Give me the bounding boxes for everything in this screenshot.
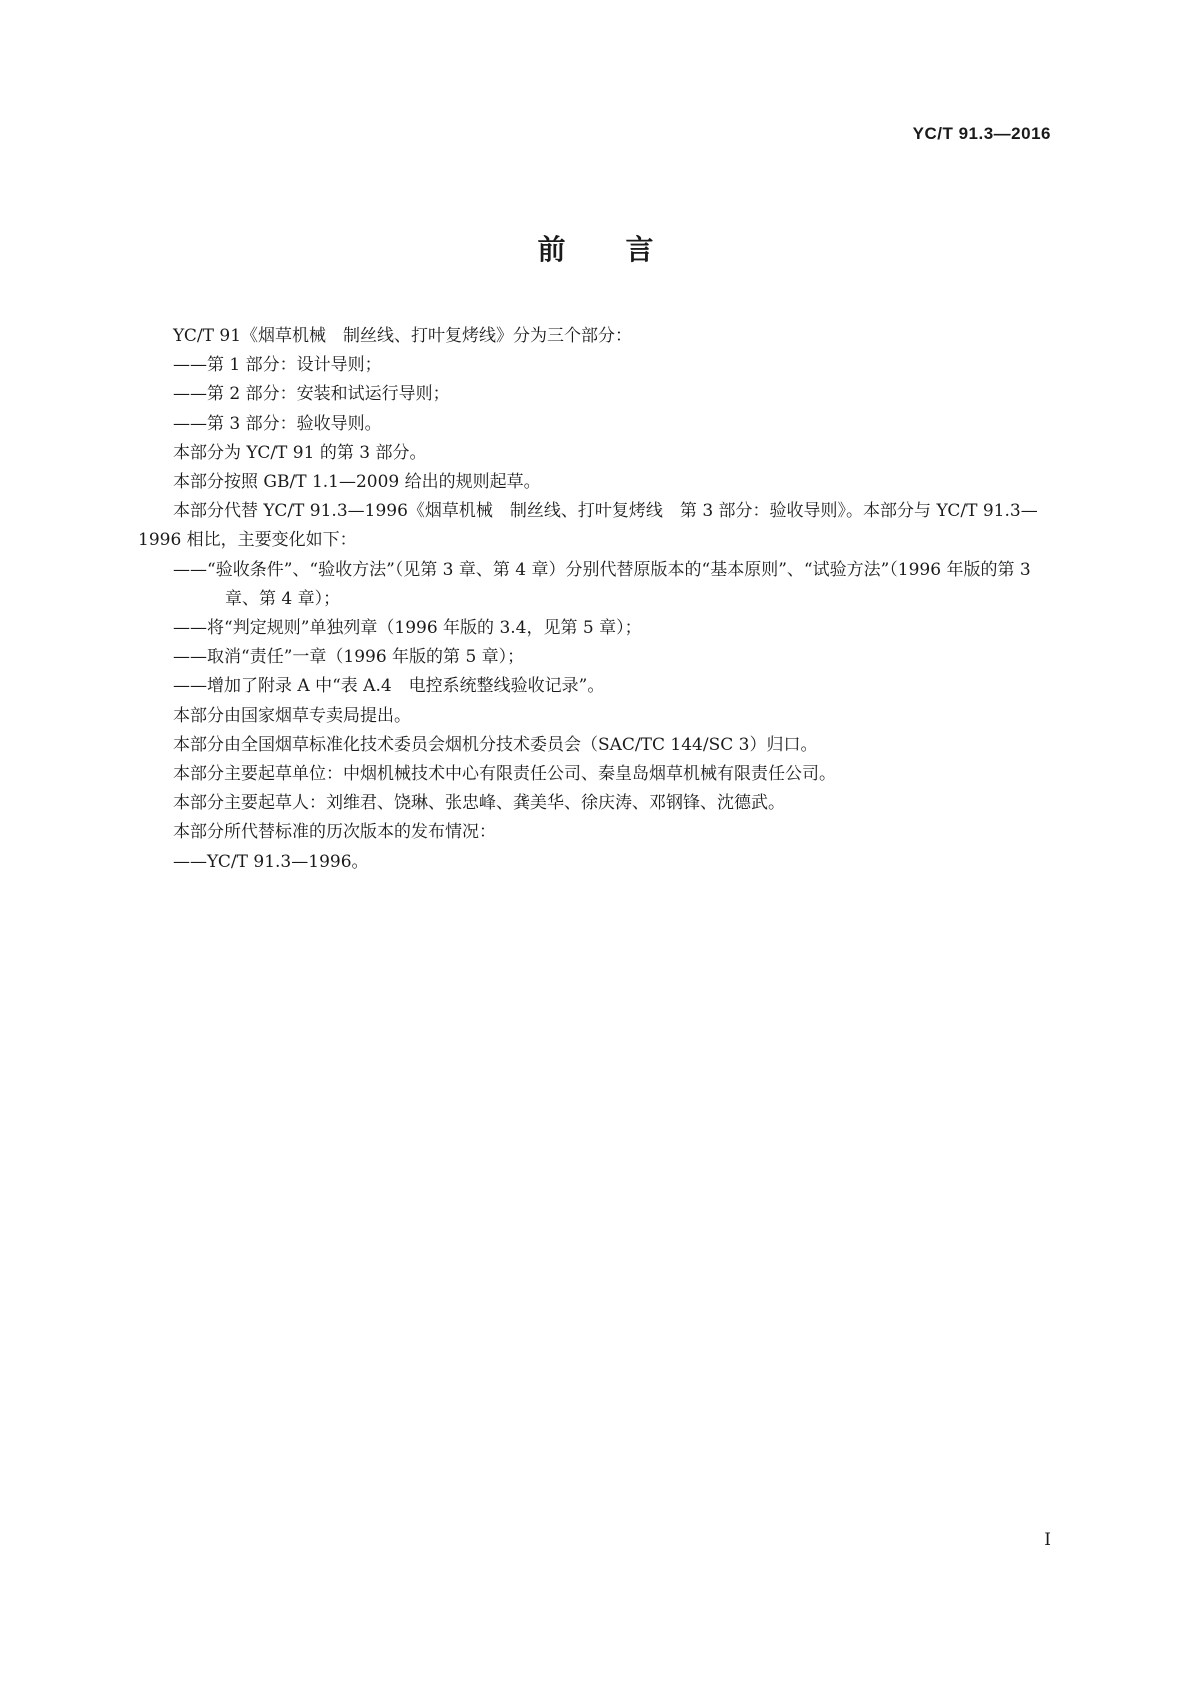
paragraph: 本部分代替 YC/T 91.3—1996《烟草机械 制丝线、打叶复烤线 第 3 部分：验收导则》。本部分与 YC/T 91.3—1996 相比，主要变化如下：: [138, 501, 1038, 551]
paragraph: 本部分按照 GB/T 1.1—2009 给出的规则起草。: [173, 472, 541, 493]
page-title: 前言: [537, 233, 714, 266]
paragraph: 本部分由全国烟草标准化技术委员会烟机分技术委员会（SAC/TC 144/SC 3）归口。: [173, 734, 818, 755]
paragraph: 本部分主要起草人：刘维君、饶琳、张忠峰、龚美华、徐庆涛、邓钢锋、沈德武。: [173, 793, 785, 814]
list-item: ——第 3 部分：验收导则。: [173, 413, 382, 434]
document-code: YC/T 91.3—2016: [912, 124, 1051, 143]
list-item: ——YC/T 91.3—1996。: [173, 851, 369, 872]
list-item: ——将“判定规则”单独列章（1996 年版的 3.4，见第 5 章）；: [173, 618, 642, 639]
paragraph: 本部分主要起草单位：中烟机械技术中心有限责任公司、秦皇岛烟草机械有限责任公司。: [173, 764, 836, 785]
paragraph: YC/T 91《烟草机械 制丝线、打叶复烤线》分为三个部分：: [173, 326, 633, 346]
paragraph: 本部分所代替标准的历次版本的发布情况：: [173, 822, 496, 843]
page-number: I: [1044, 1530, 1051, 1550]
list-item: ——增加了附录 A 中“表 A.4 电控系统整线验收记录”。: [173, 676, 605, 697]
list-item: ——第 1 部分：设计导则；: [173, 355, 382, 376]
paragraph: 本部分由国家烟草专卖局提出。: [173, 705, 411, 726]
document-body: [138, 322, 1050, 877]
list-item: ——第 2 部分：安装和试运行导则；: [173, 384, 450, 405]
list-item: ——“验收条件”、“验收方法”（见第 3 章、第 4 章）分别代替原版本的“基本原则”、“试验方法”（1996 年版的第 3 章、第 4 章）；: [173, 559, 1031, 609]
paragraph: 本部分为 YC/T 91 的第 3 部分。: [173, 442, 427, 463]
list-item: ——取消“责任”一章（1996 年版的第 5 章）；: [173, 647, 525, 668]
